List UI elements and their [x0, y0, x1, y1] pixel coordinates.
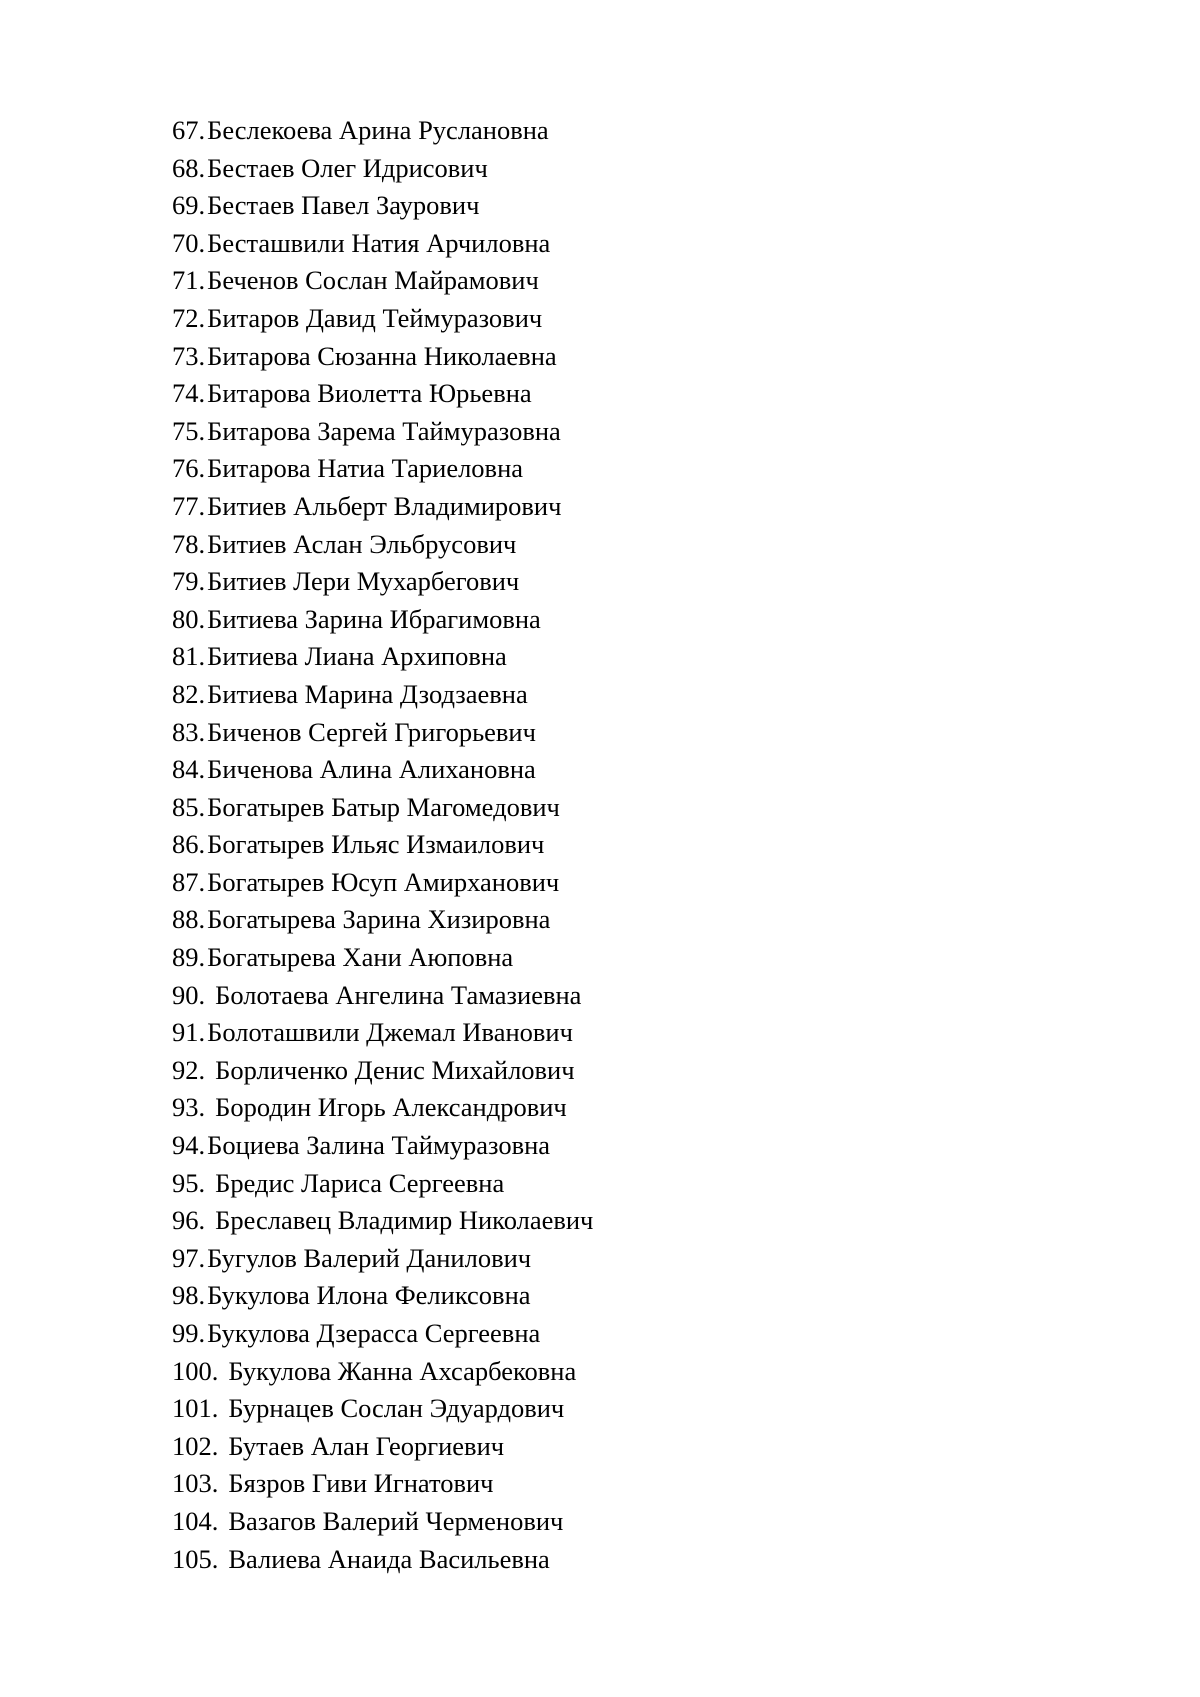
list-item-name: Битиева Зарина Ибрагимовна — [207, 603, 541, 634]
list-item — [172, 338, 593, 376]
list-item — [172, 1240, 593, 1278]
list-item-number: 102. — [172, 1430, 219, 1461]
list-item-number: 76. — [172, 453, 206, 484]
list-item-number: 73. — [172, 340, 206, 371]
list-item-name: Бреславец Владимир Николаевич — [215, 1205, 594, 1236]
list-item — [172, 1503, 593, 1541]
list-item-name: Богатырев Батыр Магомедович — [207, 791, 560, 822]
list-item — [172, 676, 593, 714]
list-item — [172, 1052, 593, 1090]
list-item — [172, 450, 593, 488]
list-item-number: 98. — [172, 1280, 206, 1311]
list-item — [172, 939, 593, 977]
list-item-name: Биченов Сергей Григорьевич — [207, 716, 536, 747]
list-item-name: Бугулов Валерий Данилович — [207, 1242, 532, 1273]
list-item — [172, 150, 593, 188]
list-item — [172, 488, 593, 526]
list-item — [172, 1165, 593, 1203]
list-item — [172, 563, 593, 601]
list-item — [172, 714, 593, 752]
list-item-number: 78. — [172, 528, 206, 559]
name-list — [172, 112, 593, 1578]
list-item-number: 99. — [172, 1318, 206, 1348]
list-item — [172, 187, 593, 225]
list-item — [172, 262, 593, 300]
list-item-number: 86. — [172, 829, 206, 860]
list-item-name: Битарова Сюзанна Николаевна — [207, 340, 557, 371]
list-item-name: Букулова Илона Феликсовна — [207, 1280, 531, 1311]
list-item-number: 91. — [172, 1017, 206, 1048]
list-item-name: Борличенко Денис Михайлович — [215, 1054, 575, 1085]
list-item — [172, 1014, 593, 1052]
list-item-number: 96. — [172, 1205, 206, 1236]
list-item-number: 77. — [172, 490, 206, 521]
list-item-name: Беченов Сослан Майрамович — [207, 265, 539, 296]
list-item — [172, 1277, 593, 1315]
list-item-name: Богатырева Зарина Хизировна — [207, 904, 551, 935]
list-item-number: 74. — [172, 378, 206, 409]
list-item-name: Бредис Лариса Сергеевна — [215, 1167, 505, 1198]
list-item-name: Бородин Игорь Александрович — [215, 1092, 567, 1123]
list-item-name: Битиев Аслан Эльбрусович — [207, 528, 517, 559]
list-item-name: Беслекоева Арина Руслановна — [207, 115, 549, 145]
list-item-name: Валиева Анаида Васильевна — [228, 1543, 550, 1574]
list-item-number: 93. — [172, 1092, 206, 1123]
list-item-name: Битиев Лери Мухарбегович — [207, 566, 520, 597]
list-item-number: 81. — [172, 641, 206, 672]
list-item-name: Богатырев Юсуп Амирханович — [207, 866, 560, 897]
list-item-number: 72. — [172, 302, 206, 333]
list-item-name: Битиев Альберт Владимирович — [207, 490, 562, 521]
list-item-number: 70. — [172, 227, 206, 258]
list-item-number: 100. — [172, 1355, 219, 1386]
list-item-number: 85. — [172, 791, 206, 822]
list-item-number: 89. — [172, 942, 206, 973]
list-item — [172, 112, 593, 150]
list-item — [172, 225, 593, 263]
list-item-number: 82. — [172, 678, 206, 709]
list-item-number: 94. — [172, 1130, 206, 1161]
list-item-name: Букулова Дзерасса Сергеевна — [207, 1318, 541, 1348]
list-item — [172, 1353, 593, 1391]
list-item — [172, 1465, 593, 1503]
list-item — [172, 1089, 593, 1127]
list-item — [172, 526, 593, 564]
list-item — [172, 1390, 593, 1428]
list-item-number: 75. — [172, 415, 206, 446]
list-item-name: Битаров Давид Теймуразович — [207, 302, 543, 333]
list-item-name: Вазагов Валерий Черменович — [228, 1505, 564, 1536]
list-item-number: 68. — [172, 152, 206, 183]
list-item — [172, 864, 593, 902]
list-item-name: Битиева Марина Дзодзаевна — [207, 678, 528, 709]
list-item-name: Бестаев Павел Заурович — [207, 190, 480, 221]
list-item-name: Букулова Жанна Ахсарбековна — [228, 1355, 577, 1386]
list-item — [172, 1315, 593, 1353]
list-item — [172, 300, 593, 338]
list-item — [172, 751, 593, 789]
list-item-number: 83. — [172, 716, 206, 747]
list-item-name: Битарова Натиа Тариеловна — [207, 453, 524, 484]
list-item — [172, 1202, 593, 1240]
list-item-name: Бестаев Олег Идрисович — [207, 152, 488, 183]
list-item-number: 103. — [172, 1468, 219, 1499]
list-item — [172, 977, 593, 1015]
list-item — [172, 1428, 593, 1466]
list-item-number: 97. — [172, 1242, 206, 1273]
list-item — [172, 826, 593, 864]
list-item-name: Бесташвили Натия Арчиловна — [207, 227, 551, 258]
list-item — [172, 638, 593, 676]
list-item-number: 95. — [172, 1167, 206, 1198]
list-item — [172, 1127, 593, 1165]
list-item-name: Битарова Виолетта Юрьевна — [207, 378, 532, 409]
list-item-name: Болоташвили Джемал Иванович — [207, 1017, 573, 1048]
list-item-name: Богатырев Ильяс Измаилович — [207, 829, 545, 860]
list-item-number: 69. — [172, 190, 206, 221]
list-item-name: Бязров Гиви Игнатович — [228, 1468, 494, 1499]
list-item-number: 101. — [172, 1393, 219, 1424]
list-item-number: 92. — [172, 1054, 206, 1085]
list-item-name: Богатырева Хани Аюповна — [207, 942, 514, 973]
list-item — [172, 601, 593, 639]
list-item-number: 104. — [172, 1505, 219, 1536]
list-item-number: 71. — [172, 265, 206, 296]
list-item-number: 84. — [172, 754, 206, 785]
list-item-name: Битарова Зарема Таймуразовна — [207, 415, 561, 446]
list-item-number: 79. — [172, 566, 206, 597]
list-item-number: 87. — [172, 866, 206, 897]
list-item — [172, 789, 593, 827]
list-item-number: 88. — [172, 904, 206, 935]
list-item — [172, 375, 593, 413]
list-item-number: 90. — [172, 979, 206, 1010]
list-item — [172, 413, 593, 451]
list-item-name: Боциева Залина Таймуразовна — [207, 1130, 551, 1161]
list-item-number: 67. — [172, 115, 206, 145]
list-item — [172, 1541, 593, 1579]
list-item — [172, 901, 593, 939]
list-item-number: 105. — [172, 1543, 219, 1574]
list-item-name: Бутаев Алан Георгиевич — [228, 1430, 505, 1461]
list-item-number: 80. — [172, 603, 206, 634]
list-item-name: Болотаева Ангелина Тамазиевна — [215, 979, 582, 1010]
list-item-name: Бурнацев Сослан Эдуардович — [228, 1393, 565, 1424]
list-item-name: Битиева Лиана Архиповна — [207, 641, 507, 672]
list-item-name: Биченова Алина Алихановна — [207, 754, 536, 785]
